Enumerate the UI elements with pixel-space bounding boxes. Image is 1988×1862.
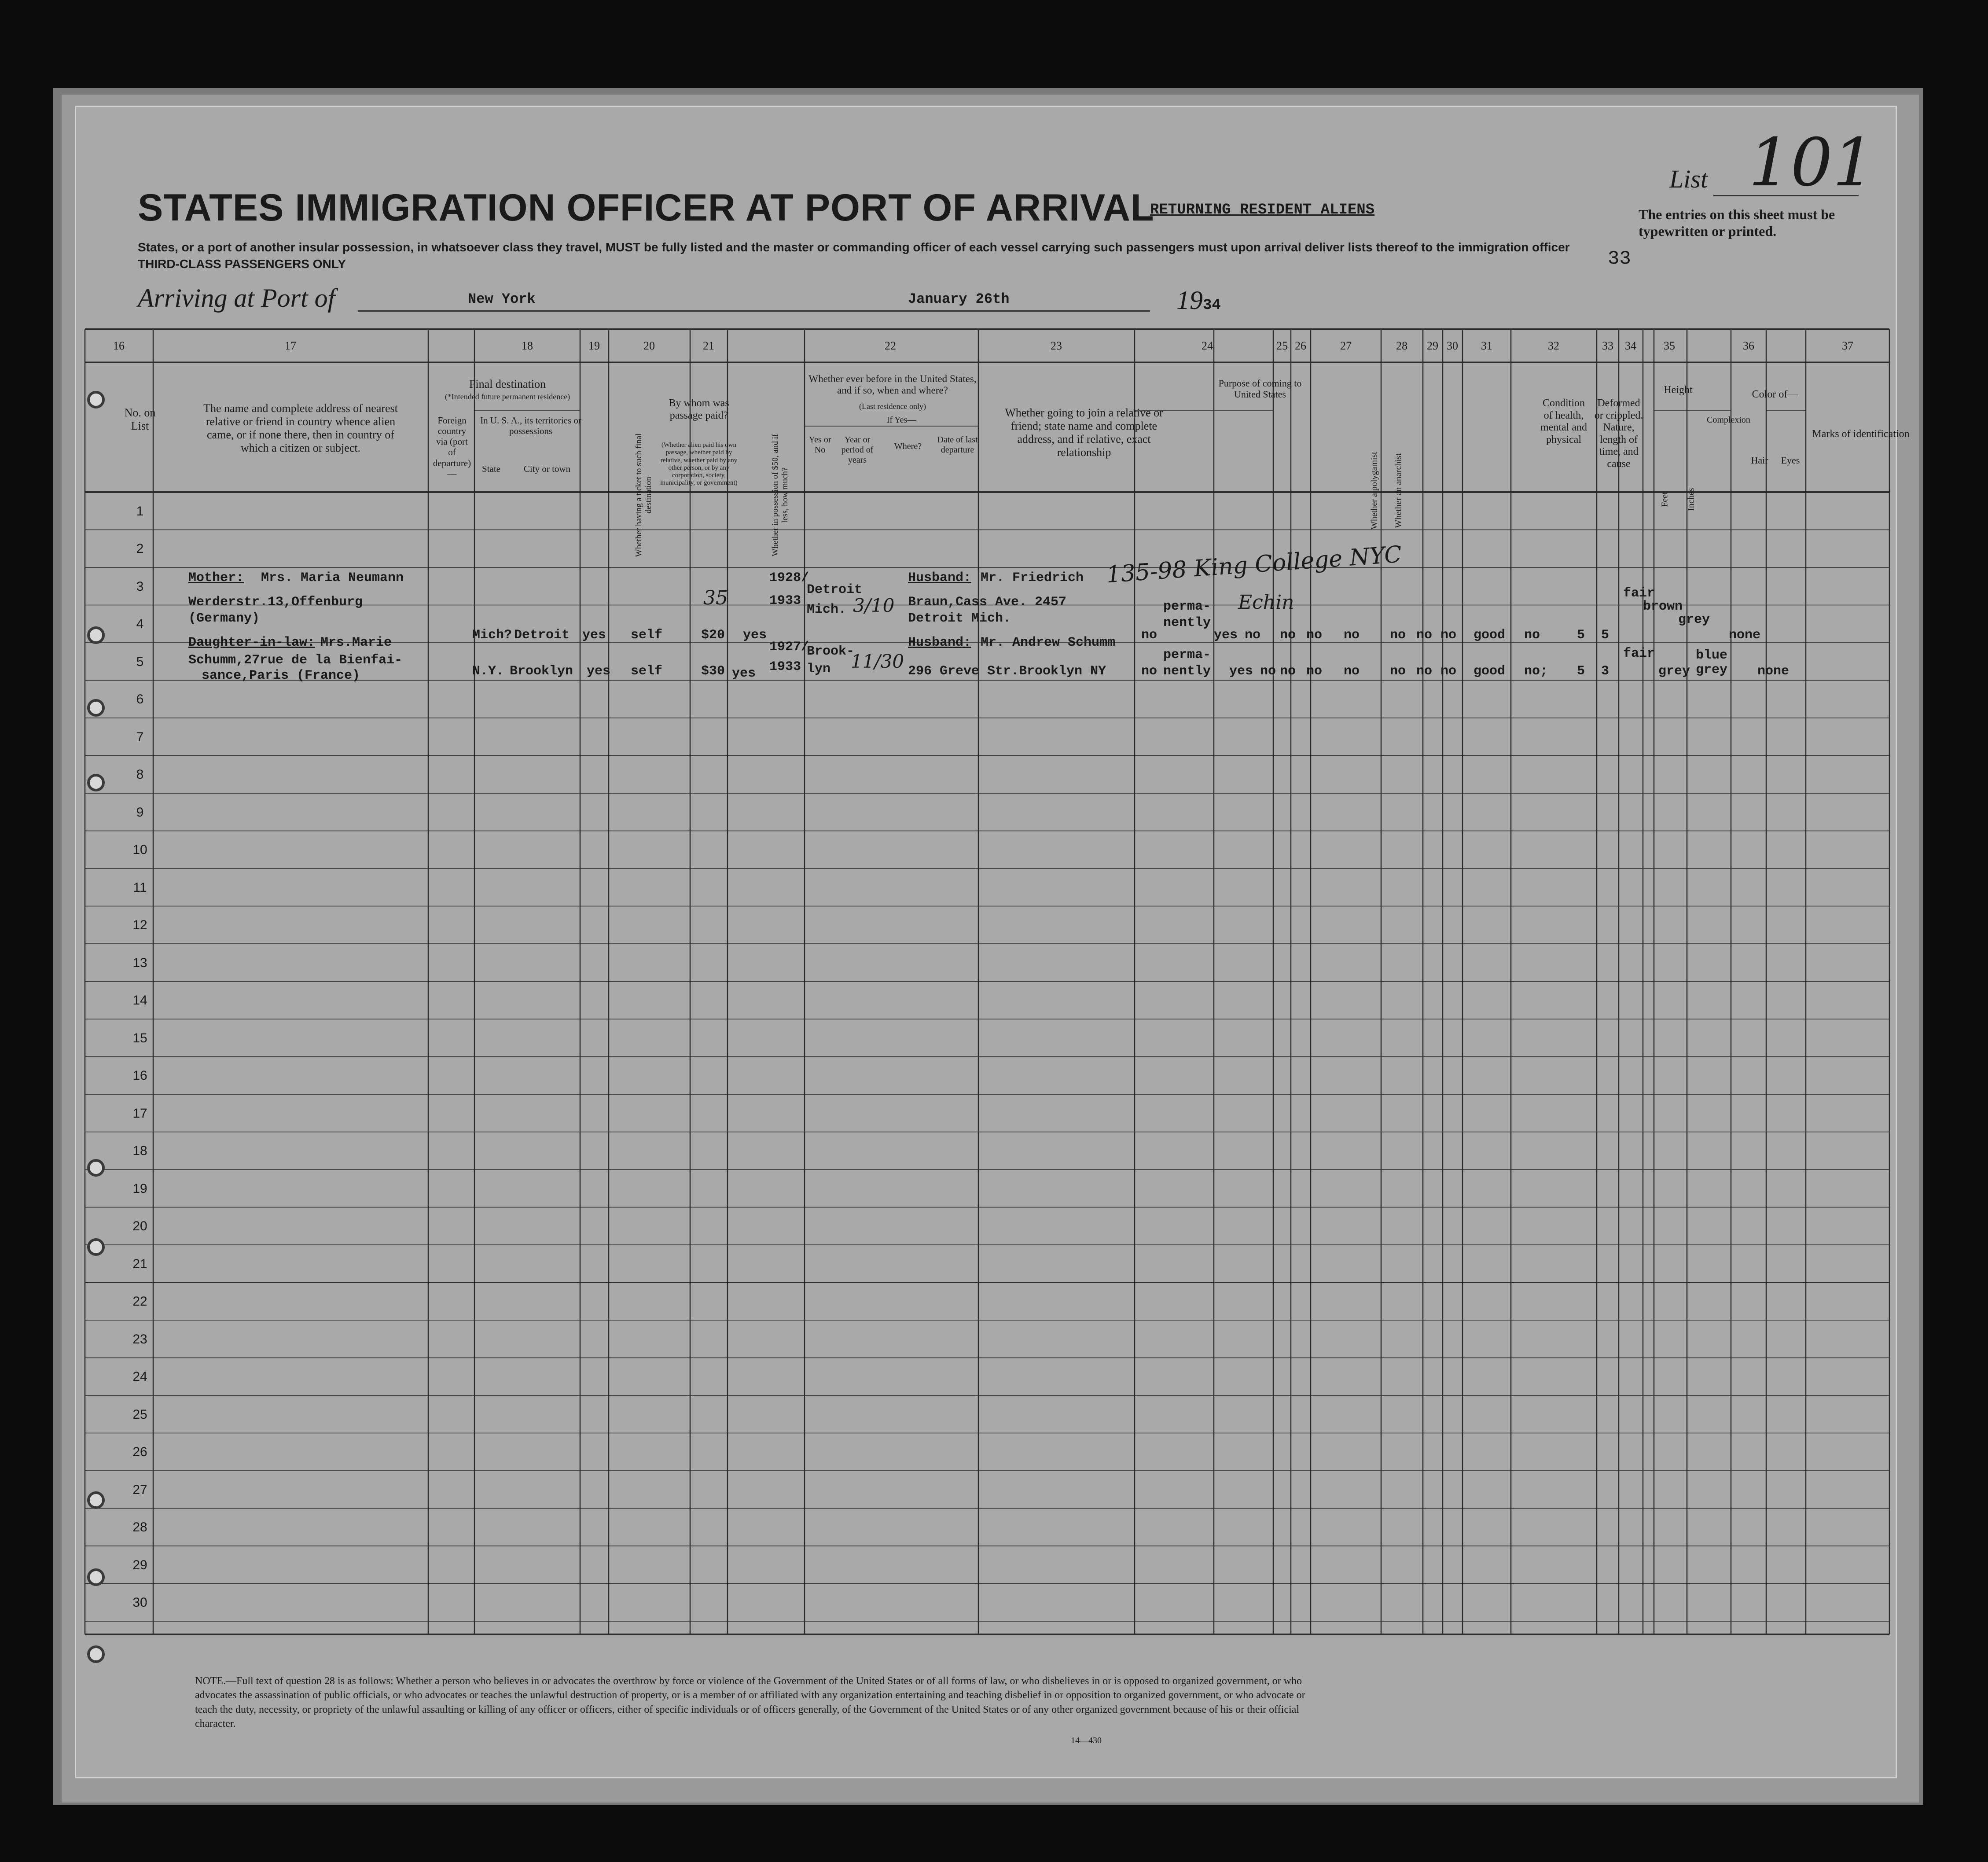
e1-state: Mich? <box>472 628 512 643</box>
e2-q31: no <box>1440 664 1457 679</box>
handwritten-address: 135-98 King College NYC <box>1105 541 1403 589</box>
handwritten-echin: Echin <box>1238 591 1294 614</box>
row-number: 24 <box>132 1369 147 1384</box>
e2-city: Brooklyn <box>510 664 573 679</box>
e2-join-line-2: 296 Greve Str.Brooklyn NY <box>908 664 1106 679</box>
row-number: 2 <box>136 541 144 556</box>
column-number: 21 <box>703 339 714 352</box>
hdr-complexion: Complexion <box>1707 415 1750 425</box>
row-number: 30 <box>132 1595 147 1610</box>
column-number: 32 <box>1548 339 1559 352</box>
e2-q25: no <box>1260 664 1276 679</box>
column-number: 31 <box>1481 339 1492 352</box>
e2-marks: none <box>1757 664 1790 679</box>
punch-hole <box>87 1645 105 1663</box>
e2-eyes: blue grey <box>1696 648 1728 677</box>
e2-join-line-1: Mr. Andrew Schumm <box>981 635 1116 650</box>
e2-deformed: no; <box>1524 664 1548 679</box>
row-number: 1 <box>136 504 144 519</box>
row-number: 13 <box>132 955 147 970</box>
list-number: 101 <box>1749 125 1875 201</box>
e2-money: $30 <box>701 664 725 679</box>
e2-complexion: fair <box>1623 646 1655 661</box>
e2-relative-line-1: Mrs.Marie <box>320 635 392 650</box>
column-number: 36 <box>1743 339 1754 352</box>
e1-before-yes: yes <box>743 628 767 643</box>
class-note: THIRD-CLASS PASSENGERS ONLY <box>138 257 346 271</box>
hdr-before-us: Whether ever before in the United States, and if so, when and where? <box>808 373 977 396</box>
column-number: 20 <box>643 339 655 352</box>
row-number: 8 <box>136 767 144 782</box>
e2-purpose-b-2: nently <box>1163 664 1211 679</box>
year-prefix: 19 <box>1176 286 1203 315</box>
e2-relative-line-2: Schumm,27rue de la Bienfai- <box>188 653 403 668</box>
punch-hole <box>87 391 105 408</box>
e2-feet: 5 <box>1577 664 1585 679</box>
e1-eyes: grey <box>1678 612 1710 627</box>
e2-q29: no <box>1390 664 1406 679</box>
column-number: 34 <box>1625 339 1636 352</box>
row-number: 3 <box>136 579 144 594</box>
column-number: 30 <box>1447 339 1458 352</box>
e1-departure-handwritten: 3/10 <box>853 595 895 616</box>
hdr-deformed: Deformed or crippled. Nature, length of time, and cause <box>1594 397 1643 470</box>
e1-ticket: yes <box>582 628 606 643</box>
row-number: 5 <box>136 654 144 669</box>
column-number: 24 <box>1202 339 1213 352</box>
e1-relative-line-1: Mrs. Maria Neumann <box>261 570 404 585</box>
e1-where-2: Mich. <box>807 602 847 617</box>
form-code: 14—430 <box>1071 1736 1102 1745</box>
column-number: 23 <box>1051 339 1062 352</box>
punch-hole <box>87 699 105 717</box>
hdr-polygamist: Whether a polygamist <box>1369 452 1379 530</box>
year-suffix: 34 <box>1203 297 1221 314</box>
e1-join-line-2: Braun,Cass Ave. 2457 <box>908 595 1067 610</box>
footnote: NOTE.—Full text of question 28 is as follows: Whether a person who believes in or advocates the overthrow by force or violence of the Government of the United States or of all forms of law, or who disbelieves in or is opposed to organized government, or who advocates the assassination of public officials, or who advocates or teaches the unlawful destruction of property, or is a member of or affiliated with any organization entertaining and teaching disbelief in or opposition to organized government, or who advocate or teach the duty, necessity, or propriety of the unlawful assaulting or killing of any officer or officers, either of specific individuals or of officers generally, of the Government of the United States or of any other organized government because of his or their official character. <box>195 1675 1305 1730</box>
row-number: 4 <box>136 617 144 632</box>
row-number: 20 <box>132 1219 147 1234</box>
list-label: List <box>1669 165 1708 193</box>
row-number: 14 <box>132 993 147 1008</box>
e2-q27: no <box>1306 664 1323 679</box>
row-number: 17 <box>132 1106 147 1121</box>
e2-departure-handwritten: 11/30 <box>851 651 904 672</box>
row-number: 25 <box>132 1407 147 1422</box>
hdr-marks: Marks of identification <box>1812 428 1910 440</box>
column-number: 26 <box>1295 339 1306 352</box>
typewritten-note: The entries on this sheet must be typewritten or printed. <box>1639 206 1835 239</box>
punch-hole <box>87 626 105 644</box>
hdr-purpose: Purpose of coming to United States <box>1218 378 1302 400</box>
punch-hole <box>87 1159 105 1177</box>
e1-q25: no <box>1245 628 1261 643</box>
punch-hole <box>87 774 105 791</box>
hdr-passage: By whom was passage paid? <box>669 397 729 421</box>
e1-q26: no <box>1280 628 1296 643</box>
hdr-yes-no: Yes or No <box>808 435 831 455</box>
column-number: 28 <box>1396 339 1407 352</box>
e1-q28: no <box>1344 628 1360 643</box>
hdr-final-destination: Final destination <box>469 378 546 390</box>
e2-relative-line-3: sance,Paris (France) <box>202 668 360 683</box>
e1-city: Detroit <box>514 628 570 643</box>
row-number: 12 <box>132 918 147 933</box>
row-number: 9 <box>136 805 144 820</box>
e2-where-1: Brook- <box>807 644 855 659</box>
e1-q29: no <box>1390 628 1406 643</box>
hdr-inches: Inches <box>1686 488 1696 511</box>
column-number: 35 <box>1664 339 1675 352</box>
e1-feet: 5 <box>1577 628 1585 643</box>
table-grid <box>76 107 1898 1780</box>
row-number: 26 <box>132 1445 147 1460</box>
e2-health: good <box>1474 664 1506 679</box>
e2-join-label: Husband: <box>908 635 972 650</box>
hdr-join-relative: Whether going to join a relative or friend; state name and complete address, and if relative, exact relationship <box>1005 406 1163 459</box>
e1-relative-line-3: (Germany) <box>188 611 260 626</box>
e2-purpose-a: no <box>1141 664 1158 679</box>
hdr-feet: Feet <box>1660 492 1670 507</box>
row-number: 19 <box>132 1181 147 1196</box>
e2-q28: no <box>1344 664 1360 679</box>
port-value: New York <box>468 291 536 307</box>
e1-deformed: no <box>1524 628 1540 643</box>
arriving-label: Arriving at Port of <box>138 283 335 313</box>
hdr-last-departure: Date of last departure <box>937 435 978 455</box>
column-number: 16 <box>113 339 125 352</box>
e1-inches: 5 <box>1601 628 1610 643</box>
punch-hole <box>87 1238 105 1256</box>
e1-passage: self <box>631 628 663 643</box>
e1-purpose-b-2: nently <box>1163 615 1211 630</box>
hdr-foreign-country: Foreign country via (port of departure)— <box>433 415 471 479</box>
row-number: 7 <box>136 729 144 744</box>
e2-passage: self <box>631 664 663 679</box>
hdr-final-destination-note: (*Intended future permanent residence) <box>445 392 570 401</box>
hdr-eyes: Eyes <box>1781 455 1800 466</box>
hdr-color-of: Color of— <box>1752 389 1798 400</box>
hdr-passage-note: (Whether alien paid his own passage, whether paid by relative, whether paid by any other person, or by any corporation, society, municipality, or government) <box>660 442 738 487</box>
hdr-before-us-note: (Last residence only) <box>859 402 926 411</box>
e1-q27: no <box>1306 628 1323 643</box>
hdr-health: Condition of health, mental and physical <box>1540 397 1587 445</box>
hdr-usa: In U. S. A., its territories or possessions <box>480 415 581 437</box>
e2-inches: 3 <box>1601 664 1610 679</box>
column-number: 25 <box>1276 339 1288 352</box>
row-number: 29 <box>132 1557 147 1572</box>
e1-years-1: 1928/ <box>769 570 809 585</box>
e1-join-label: Husband: <box>908 570 972 585</box>
manifest-sheet <box>75 106 1910 1778</box>
row-number: 27 <box>132 1482 147 1497</box>
e1-purpose-c: yes <box>1214 628 1238 643</box>
sheet-number: 33 <box>1608 248 1631 270</box>
e2-purpose-c: yes <box>1229 664 1253 679</box>
e2-relative-label: Daughter-in-law: <box>188 635 316 650</box>
e2-years-2: 1933 <box>769 659 801 674</box>
e1-q31: no <box>1440 628 1457 643</box>
e2-years-1: 1927/ <box>769 640 809 655</box>
column-number: 27 <box>1340 339 1352 352</box>
e1-join-line-1: Mr. Friedrich <box>981 570 1084 585</box>
e1-join-line-3: Detroit Mich. <box>908 611 1011 626</box>
e2-state: N.Y. <box>472 664 504 679</box>
e1-q30: no <box>1416 628 1433 643</box>
row-number: 10 <box>132 843 147 857</box>
e1-purpose-b-1: perma- <box>1163 599 1211 614</box>
hdr-relative: The name and complete address of nearest relative or friend in country whence alien came, or if none there, then in country of which a citizen or subject. <box>203 402 398 454</box>
hdr-city: City or town <box>523 464 571 474</box>
e1-complexion: fair <box>1623 586 1655 601</box>
e1-purpose-a: no <box>1141 628 1158 643</box>
row-number: 6 <box>136 692 144 707</box>
row-number: 23 <box>132 1332 147 1347</box>
hdr-where: Where? <box>894 442 922 451</box>
hdr-year-period: Year or period of years <box>841 435 874 465</box>
e2-hair: grey <box>1658 664 1690 679</box>
subtitle-text: States, or a port of another insular possession, in whatsoever class they travel, MUST be fully listed and the master or commanding officer of each vessel carrying such passengers must upon arrival deliver lists thereof to the immigration officer <box>138 240 1570 254</box>
punch-hole <box>87 1491 105 1509</box>
hdr-no-on-list: No. on List <box>124 406 156 432</box>
e1-health: good <box>1474 628 1506 643</box>
e2-q30: no <box>1416 664 1433 679</box>
e2-q26: no <box>1280 664 1296 679</box>
hdr-money: Whether in possession of $50, and if less, how much? <box>771 434 790 556</box>
e2-ticket: yes <box>587 664 611 679</box>
returning-resident-badge: RETURNING RESIDENT ALIENS <box>1150 202 1375 218</box>
e1-money-handwritten: 35 <box>703 587 728 609</box>
hdr-hair: Hair <box>1751 455 1768 466</box>
e1-marks: none <box>1729 628 1761 643</box>
column-number: 19 <box>588 339 600 352</box>
row-number: 16 <box>132 1068 147 1083</box>
punch-hole <box>87 1568 105 1586</box>
e1-relative-label: Mother: <box>188 570 244 585</box>
column-number: 37 <box>1842 339 1853 352</box>
row-number: 18 <box>132 1144 147 1159</box>
row-number: 28 <box>132 1520 147 1535</box>
e1-years-2: 1933 <box>769 593 801 608</box>
e2-purpose-b-1: perma- <box>1163 648 1211 662</box>
e1-where-1: Detroit <box>807 582 863 597</box>
row-number: 21 <box>132 1256 147 1271</box>
hdr-if-yes: If Yes— <box>886 415 916 425</box>
hdr-anarchist: Whether an anarchist <box>1393 453 1404 528</box>
e2-before-yes: yes <box>732 666 756 681</box>
e1-hair: brown <box>1643 599 1683 614</box>
hdr-height: Height <box>1664 384 1693 396</box>
date-value: January 26th <box>908 291 1010 307</box>
e1-relative-line-2: Werderstr.13,Offenburg <box>188 595 363 610</box>
column-number: 33 <box>1602 339 1613 352</box>
column-number: 29 <box>1427 339 1438 352</box>
row-number: 22 <box>132 1294 147 1309</box>
e1-money: $20 <box>701 628 725 643</box>
hdr-ticket: Whether having a ticket to such final destination <box>634 433 653 557</box>
row-number: 11 <box>133 880 147 895</box>
row-number: 15 <box>132 1030 147 1045</box>
column-number: 22 <box>885 339 896 352</box>
column-number: 18 <box>522 339 533 352</box>
e2-where-2: lyn <box>807 662 831 677</box>
hdr-state: State <box>482 464 500 474</box>
form-title: STATES IMMIGRATION OFFICER AT PORT OF ARRIVAL <box>138 187 1154 229</box>
column-number: 17 <box>285 339 296 352</box>
